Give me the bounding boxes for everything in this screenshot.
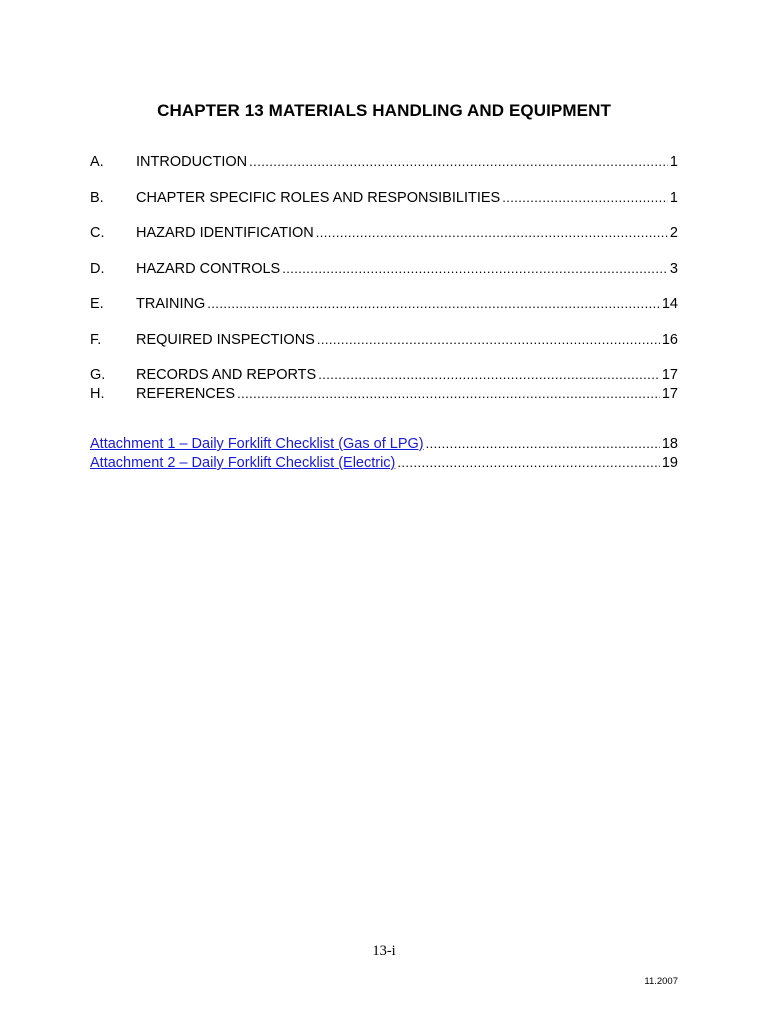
toc-attachment-1[interactable] (90, 435, 678, 453)
toc-dot-leader (317, 331, 660, 349)
toc-attachment-2[interactable] (90, 454, 678, 472)
toc-entry-training[interactable] (90, 295, 678, 313)
toc-entry-hazard-identification[interactable] (90, 224, 678, 242)
attachment-1-link[interactable]: Attachment 1 – Daily Forklift Checklist (Gas of LPG) (90, 436, 424, 452)
toc-entry-title: REQUIRED INSPECTIONS (136, 332, 315, 348)
toc-entry-title: REFERENCES (136, 386, 236, 402)
toc-entry-page: 1 (669, 190, 678, 206)
toc-entry-letter: A. (90, 154, 104, 170)
toc-dot-leader (502, 189, 668, 207)
toc-entry-page: 2 (669, 225, 678, 241)
toc-entry-letter: G. (90, 367, 106, 383)
page-number: 13-i (372, 943, 396, 959)
toc-entry-letter: H. (90, 386, 105, 402)
toc-entry-title: CHAPTER SPECIFIC ROLES AND RESPONSIBILITIES (136, 190, 501, 206)
attachment-2-link[interactable]: Attachment 2 – Daily Forklift Checklist (Electric) (90, 455, 396, 471)
toc-entry-required-inspections[interactable] (90, 331, 678, 349)
toc-entry-letter: C. (90, 225, 105, 241)
toc-entry-title: TRAINING (136, 296, 206, 312)
toc-entry-page: 18 (661, 436, 678, 452)
toc-entry-page: 16 (661, 332, 678, 348)
toc-entry-records-reports[interactable] (90, 366, 678, 384)
toc-entry-introduction[interactable] (90, 153, 678, 171)
revision-date: 11.2007 (644, 976, 678, 987)
toc-entry-hazard-controls[interactable] (90, 260, 678, 278)
toc-entry-page: 19 (661, 455, 678, 471)
toc-entry-page: 3 (669, 261, 678, 277)
toc-entry-references[interactable] (90, 385, 678, 403)
toc-dot-leader (318, 366, 660, 384)
toc-entry-title: RECORDS AND REPORTS (136, 367, 317, 383)
toc-entry-title: INTRODUCTION (136, 154, 248, 170)
toc-entry-page: 17 (661, 367, 678, 383)
toc-entry-title: HAZARD CONTROLS (136, 261, 281, 277)
toc-dot-leader (249, 153, 668, 171)
toc-dot-leader (397, 454, 659, 472)
toc-dot-leader (316, 224, 668, 242)
toc-entry-title: HAZARD IDENTIFICATION (136, 225, 314, 241)
toc-entry-letter: E. (90, 296, 104, 312)
toc-entry-page: 17 (661, 386, 678, 402)
toc-dot-leader (207, 295, 660, 313)
toc-entry-letter: B. (90, 190, 104, 206)
toc-entry-page: 14 (661, 296, 678, 312)
toc-entry-roles-responsibilities[interactable] (90, 189, 678, 207)
toc-dot-leader (237, 385, 660, 403)
toc-entry-letter: D. (90, 261, 105, 277)
toc-entry-letter: F. (90, 332, 102, 348)
toc-dot-leader (426, 435, 660, 453)
toc-dot-leader (282, 260, 668, 278)
toc-entry-page: 1 (669, 154, 678, 170)
page-title: CHAPTER 13 MATERIALS HANDLING AND EQUIPMENT (157, 101, 611, 120)
